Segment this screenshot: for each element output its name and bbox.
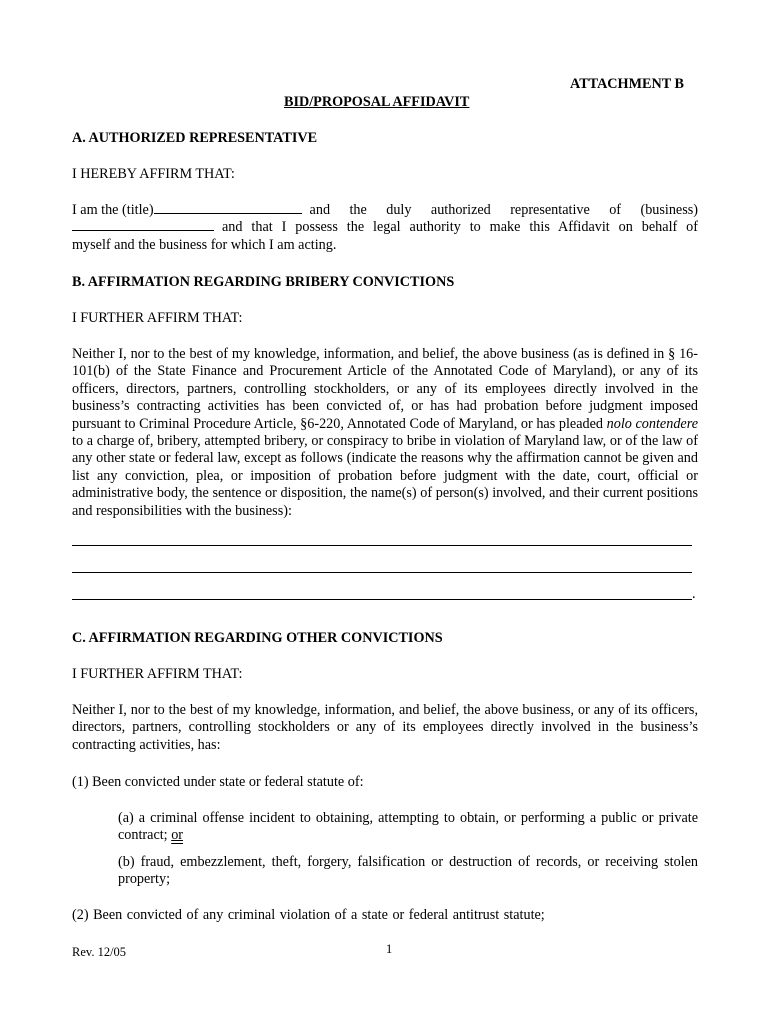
section-a-line-2 <box>72 219 698 236</box>
bribery-text-part-1: Neither I, nor to the best of my knowledge, information, and belief, the above business (as is defined in § 16-101(b) of the State Finance and Procurement Article of the Annotated Code of Maryland), or any of its officers, directors, partners, controlling stockholders, or any of its employees directly involved in the business’s contracting activities has been convicted of, or has had probation before judgment imposed pursuant to Criminal Procedure Article, §6-220, Annotated Code of Maryland, or has pleaded <box>72 346 698 432</box>
item-1a-or: or <box>171 827 184 844</box>
business-field[interactable] <box>72 219 214 231</box>
explanation-line-1[interactable] <box>72 545 692 546</box>
section-a-paragraph <box>72 202 698 254</box>
attachment-label: ATTACHMENT B <box>570 76 684 92</box>
section-c-paragraph: Neither I, nor to the best of my knowledge, information, and belief, the above business, or any of its officers, directors, partners, controlling stockholders or any of its employees directly involved in the business’s contracting activities, has: <box>72 702 698 753</box>
section-c-heading: C. AFFIRMATION REGARDING OTHER CONVICTIONS <box>72 630 443 646</box>
explanation-line-3[interactable] <box>72 599 692 600</box>
item-2: (2) Been convicted of any criminal violation of a state or federal antitrust statute; <box>72 907 545 923</box>
section-b-paragraph <box>72 346 698 520</box>
section-a-affirm: I HEREBY AFFIRM THAT: <box>72 166 235 182</box>
business-label: and the duly authorized representative of (business) <box>309 202 698 218</box>
revision-label: Rev. 12/05 <box>72 945 127 959</box>
item-1a <box>118 810 698 845</box>
title-label: I am the (title) <box>72 202 154 218</box>
explanation-line-2[interactable] <box>72 572 692 573</box>
item-1: (1) Been convicted under state or federal statute of: <box>72 774 364 790</box>
title-field[interactable] <box>154 202 302 214</box>
explanation-period: . <box>692 586 696 602</box>
bribery-text-part-2: to a charge of, bribery, attempted bribery, or conspiracy to bribe in violation of Maryland law, or of the law of any other state or federal law, except as follows (indicate the reasons why the affirmation cannot be given and list any conviction, plea, or imposition of probation before judgment with the date, court, official or administrative body, the sentence or disposition, the name(s) of person(s) involved, and their current positions and responsibilities with the business): <box>72 433 698 519</box>
section-c-affirm: I FURTHER AFFIRM THAT: <box>72 666 243 682</box>
section-a-line-1 <box>72 202 698 219</box>
nolo-contendere-term: nolo contendere <box>606 415 698 432</box>
section-a-line-3: myself and the business for which I am acting. <box>72 236 337 253</box>
page-number: 1 <box>386 942 393 956</box>
item-1b: (b) fraud, embezzlement, theft, forgery, falsification or destruction of records, or receiving stolen property; <box>118 854 698 888</box>
page-title: BID/PROPOSAL AFFIDAVIT <box>284 94 470 110</box>
section-b-heading: B. AFFIRMATION REGARDING BRIBERY CONVICTIONS <box>72 274 455 290</box>
item-1a-text: (a) a criminal offense incident to obtaining, attempting to obtain, or performing a public or private contract; <box>118 810 698 844</box>
section-a-heading: A. AUTHORIZED REPRESENTATIVE <box>72 130 318 146</box>
section-b-affirm: I FURTHER AFFIRM THAT: <box>72 310 243 326</box>
authority-text: and that I possess the legal authority to make this Affidavit on behalf of <box>222 219 698 236</box>
